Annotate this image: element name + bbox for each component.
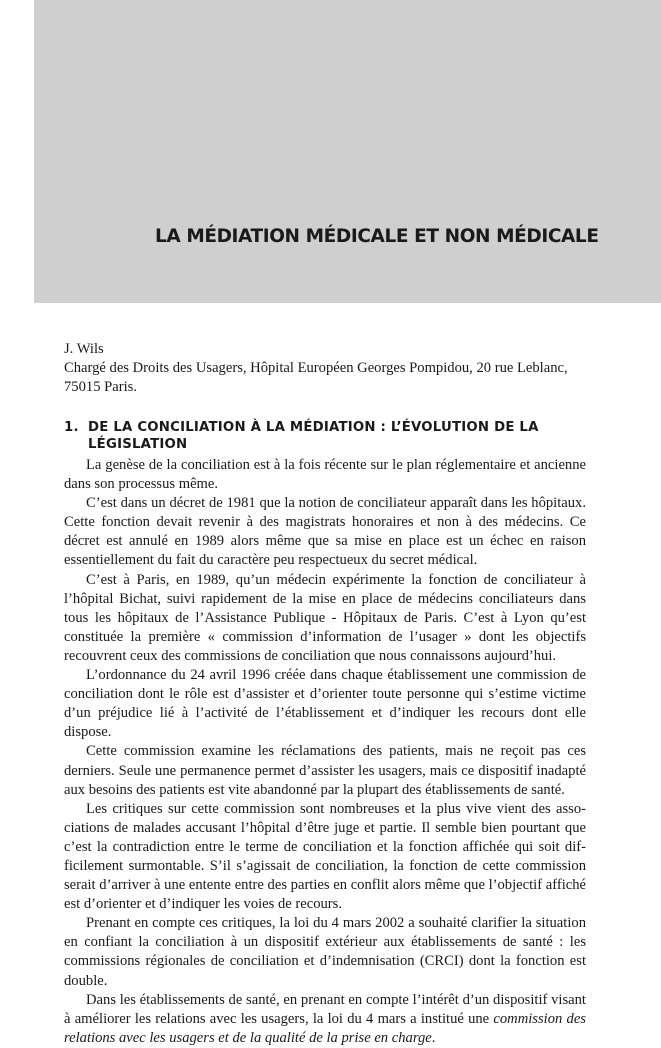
body-paragraph: Prenant en compte ces critiques, la loi du 4 mars 2002 a souhaité clarifier la situation en confiant la conciliation à un dispositif extérieur aux établissements de santé : les commissions régionales de conciliation et d’indemnisation (CRCI) dont la fonction est double.: [64, 915, 586, 989]
section-number: 1.: [64, 420, 79, 435]
body-paragraph: C’est à Paris, en 1989, qu’un médecin expérimente la fonction de conciliateur à l’hôpital Bichat, suivi rapidement de la mise en place de médecins conciliateurs dans tous les hôpitaux de l’Assistance Publique - Hôpitaux de Paris. C’est à Lyon qu’est constituée la première « commission d’information de l’usager » dont les objectifs recouvrent ceux des commissions de conciliation que nous connaissons aujourd’hui.: [64, 571, 586, 664]
commission-name-italic: commission des relations avec les usagers et de la qualité de la prise en charge: [64, 1010, 586, 1046]
body-paragraph: Les critiques sur cette commission sont nombreuses et la plus vive vient des associations de malades accusant l’hôpital d’être juge et partie. Il semble bien pourtant que c’est la contradiction entre le terme de conciliation et la fonction affichée qui soit difficilement surmontable. S’il s’agissait de conciliation, la fonction de cette commission serait d’arriver à une entente entre des parties en conflit alors même que l’objectif affiché est d’orienter et d’indiquer les voies de recours.: [64, 800, 586, 913]
last-paragraph-end: .: [431, 1029, 436, 1046]
chapter-title: LA MÉDIATION MÉDICALE ET NON MÉDICALE: [155, 226, 599, 247]
section-heading: [64, 419, 586, 453]
last-paragraph-text: Dans les établissements de santé, en prenant en compte l’intérêt d’un dispositif visant à améliorer les relations avec les usagers, la loi du 4 mars a institué une: [64, 991, 586, 1027]
body-paragraph: Cette commission examine les réclamations des patients, mais ne reçoit pas ces derniers. Seule une permanence permet d’assister les usagers, mais ce dispositif inadapté aux besoins des patients est vite abandonné par la plupart des établissements de santé.: [64, 743, 586, 798]
body-paragraph: La genèse de la conciliation est à la fois récente sur le plan réglementaire et ancienne dans son processus même.: [64, 457, 586, 493]
body-paragraph-last: [64, 991, 586, 1048]
body-paragraph: L’ordonnance du 24 avril 1996 créée dans chaque établissement une commission de conciliation dont le rôle est d’assister et d’orienter toute personne qui s’estime victime d’un préjudice lié à l’activité de l’établissement et d’indiquer les recours dont elle dispose.: [64, 667, 586, 741]
body-paragraph: C’est dans un décret de 1981 que la notion de conciliateur apparaît dans les hôpitaux. Cette fonction devait revenir à des magistrats honoraires et non à des médecins. Ce décret est annulé en 1989 alors même que sa mise en place est un échec en raison essentiellement du fait du caractère peu respectueux du secret médical.: [64, 495, 586, 569]
chapter-header-band: [34, 0, 661, 303]
article-body: [64, 340, 586, 1048]
author-name: J. Wils: [64, 341, 104, 357]
author-affiliation: Chargé des Droits des Usagers, Hôpital Européen Georges Pompidou, 20 rue Leblanc, 75015 Paris.: [64, 360, 568, 395]
section-title: DE LA CONCILIATION À LA MÉDIATION : L’ÉVOLUTION DE LA LÉGISLATION: [88, 420, 539, 452]
